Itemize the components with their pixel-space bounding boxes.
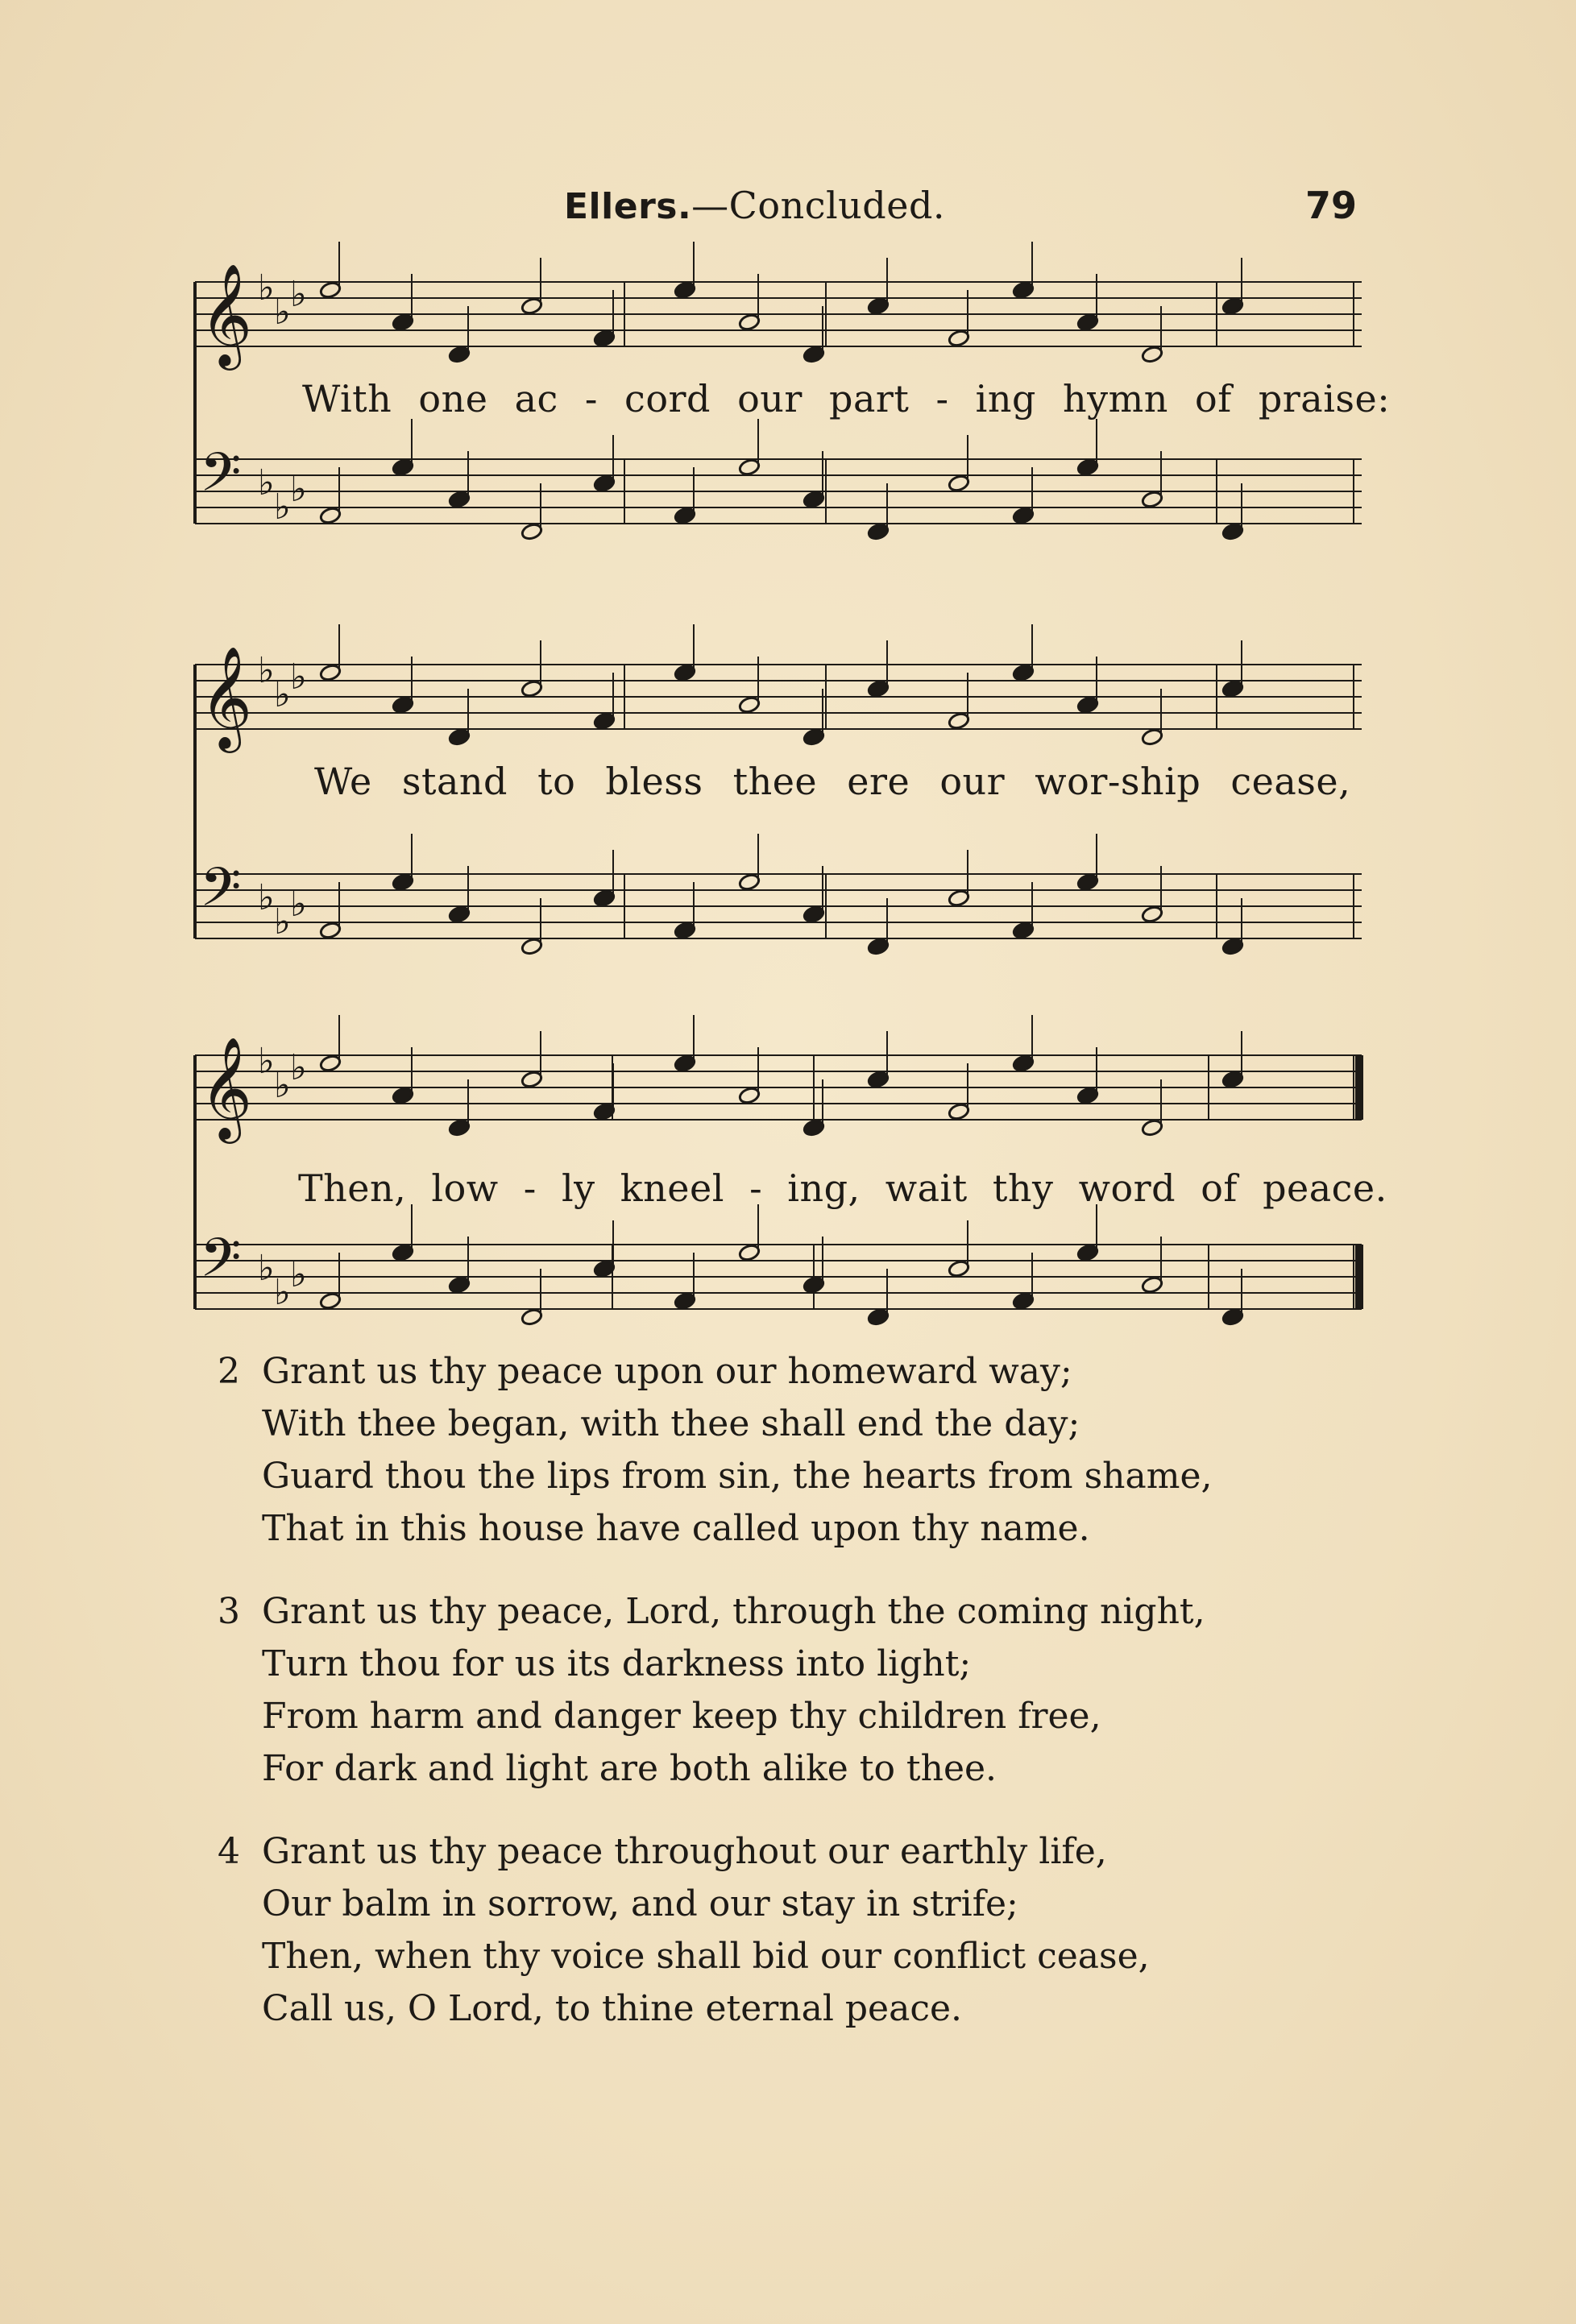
verse-text: Turn thou for us its darkness into light; [262, 1643, 972, 1684]
note-head [674, 921, 696, 939]
flat-icon: ♭ [274, 292, 291, 333]
note-head [319, 1054, 342, 1072]
flat-icon: ♭ [258, 650, 275, 691]
bass-clef-icon: 𝄢 [200, 856, 242, 931]
tune-name: Ellers. [564, 186, 692, 227]
verse-3 [218, 1585, 1346, 1795]
note-head [948, 1102, 970, 1121]
note-head [738, 1243, 761, 1261]
note-head [1076, 458, 1099, 476]
flat-icon: ♭ [290, 884, 307, 925]
flat-icon: ♭ [258, 462, 275, 503]
note-head [1012, 280, 1035, 299]
note-head [520, 679, 543, 698]
note-head [520, 1307, 543, 1326]
note-head [319, 280, 342, 299]
flat-icon: ♭ [290, 1047, 307, 1088]
note-head [738, 1086, 761, 1104]
verse-text: Our balm in sorrow, and our stay in strife; [262, 1883, 1018, 1924]
note-head [738, 695, 761, 714]
verse-line [218, 1638, 1346, 1690]
flat-icon: ♭ [258, 267, 275, 309]
verse-text: Grant us thy peace throughout our earthly life, [262, 1831, 1107, 1872]
music-system-1 [185, 263, 1391, 572]
note-head [1076, 1086, 1099, 1104]
note-head [319, 663, 342, 681]
note-head [1076, 872, 1099, 891]
note-head [1012, 1291, 1035, 1310]
note-head [738, 872, 761, 891]
flat-icon: ♭ [290, 657, 307, 698]
flat-icon: ♭ [258, 877, 275, 918]
note-head [1076, 695, 1099, 714]
verse-line [218, 1825, 1346, 1878]
flat-icon: ♭ [274, 487, 291, 528]
lyric-line-1: With one ac - cord our part - ing hymn of praise: [302, 377, 1391, 420]
verse-line [218, 1585, 1346, 1638]
bass-clef-icon: 𝄢 [200, 1227, 242, 1302]
lyric-line-2: We stand to bless thee ere our wor-ship cease, [314, 760, 1351, 803]
note-head [674, 663, 696, 681]
note-head [520, 522, 543, 541]
lyric-line-3: Then, low - ly kneel - ing, wait thy word of peace. [298, 1166, 1387, 1210]
note-head [1221, 296, 1244, 315]
note-head [448, 490, 471, 508]
note-head [674, 506, 696, 524]
note-head [593, 329, 616, 347]
flat-icon: ♭ [290, 1254, 307, 1295]
note-head [1221, 1307, 1244, 1326]
note-head [1076, 1243, 1099, 1261]
treble-clef-icon: 𝄞 [200, 1036, 253, 1139]
verses [218, 1345, 1346, 2065]
verse-line [218, 1450, 1346, 1502]
note-head [867, 1307, 890, 1326]
note-head [803, 345, 825, 363]
verse-line [218, 1878, 1346, 1930]
flat-icon: ♭ [258, 1248, 275, 1289]
verse-text: From harm and danger keep thy children free, [262, 1696, 1101, 1737]
note-head [948, 329, 970, 347]
verse-4 [218, 1825, 1346, 2035]
flat-icon: ♭ [290, 469, 307, 510]
note-head [803, 905, 825, 923]
note-head [448, 1118, 471, 1137]
tune-title [564, 184, 945, 227]
note-head [948, 889, 970, 907]
verse-2 [218, 1345, 1346, 1555]
verse-line [218, 1398, 1346, 1450]
tune-subtitle: —Concluded. [691, 184, 946, 227]
note-head [803, 727, 825, 746]
note-head [319, 506, 342, 524]
note-head [319, 1291, 342, 1310]
verse-text: Then, when thy voice shall bid our conflict cease, [262, 1936, 1150, 1977]
flat-icon: ♭ [290, 274, 307, 315]
treble-clef-icon: 𝄞 [200, 263, 253, 366]
verse-text: Guard thou the lips from sin, the hearts from shame, [262, 1456, 1213, 1497]
note-head [1141, 345, 1163, 363]
note-head [674, 1291, 696, 1310]
note-head [948, 474, 970, 492]
note-head [1221, 937, 1244, 955]
final-barline [1355, 1245, 1363, 1309]
note-head [1141, 490, 1163, 508]
note-head [803, 490, 825, 508]
note-head [1141, 1275, 1163, 1294]
flat-icon: ♭ [274, 1272, 291, 1313]
note-head [803, 1118, 825, 1137]
page-number: 79 [1305, 184, 1358, 227]
verse-number: 2 [218, 1351, 240, 1392]
flat-icon: ♭ [274, 674, 291, 715]
note-head [448, 1275, 471, 1294]
note-head [1012, 663, 1035, 681]
verse-text: Grant us thy peace, Lord, through the coming night, [262, 1591, 1205, 1632]
verse-text: For dark and light are both alike to thee. [262, 1748, 997, 1789]
note-head [1012, 506, 1035, 524]
note-head [1141, 727, 1163, 746]
verse-text: Call us, O Lord, to thine eternal peace. [262, 1988, 962, 2029]
note-head [867, 296, 890, 315]
note-head [593, 474, 616, 492]
verse-number: 4 [218, 1831, 240, 1872]
note-head [392, 1243, 414, 1261]
bass-clef-icon: 𝄢 [200, 441, 242, 516]
final-barline [1355, 1055, 1363, 1120]
verse-line [218, 1982, 1346, 2035]
verse-text: With thee began, with thee shall end the day; [262, 1403, 1080, 1444]
flat-icon: ♭ [258, 1041, 275, 1082]
note-head [1141, 905, 1163, 923]
note-head [867, 937, 890, 955]
note-head [867, 679, 890, 698]
verse-text: Grant us thy peace upon our homeward way; [262, 1351, 1072, 1392]
note-head [674, 280, 696, 299]
verse-line [218, 1502, 1346, 1555]
verse-number: 3 [218, 1591, 240, 1632]
note-head [1221, 1070, 1244, 1088]
page-header [0, 184, 1576, 232]
note-head [520, 296, 543, 315]
treble-clef-icon: 𝄞 [200, 645, 253, 748]
note-head [392, 458, 414, 476]
note-head [1076, 313, 1099, 331]
flat-icon: ♭ [274, 901, 291, 942]
note-head [392, 1086, 414, 1104]
note-head [1012, 921, 1035, 939]
note-head [593, 711, 616, 730]
note-head [392, 313, 414, 331]
note-head [593, 889, 616, 907]
verse-line [218, 1690, 1346, 1742]
note-head [1221, 522, 1244, 541]
verse-line [218, 1345, 1346, 1398]
verse-line [218, 1930, 1346, 1982]
note-head [448, 345, 471, 363]
note-head [738, 458, 761, 476]
note-head [867, 522, 890, 541]
note-head [867, 1070, 890, 1088]
music-system-2 [185, 645, 1378, 955]
note-head [392, 695, 414, 714]
flat-icon: ♭ [274, 1065, 291, 1106]
verse-line [218, 1742, 1346, 1795]
verse-text: That in this house have called upon thy name. [262, 1508, 1090, 1549]
note-head [1012, 1054, 1035, 1072]
note-head [520, 937, 543, 955]
note-head [948, 711, 970, 730]
note-head [738, 313, 761, 331]
note-head [674, 1054, 696, 1072]
note-head [1141, 1118, 1163, 1137]
note-head [948, 1259, 970, 1278]
music-system-3 [185, 1036, 1387, 1329]
note-head [520, 1070, 543, 1088]
note-head [392, 872, 414, 891]
note-head [319, 921, 342, 939]
note-head [448, 727, 471, 746]
note-head [448, 905, 471, 923]
note-head [1221, 679, 1244, 698]
